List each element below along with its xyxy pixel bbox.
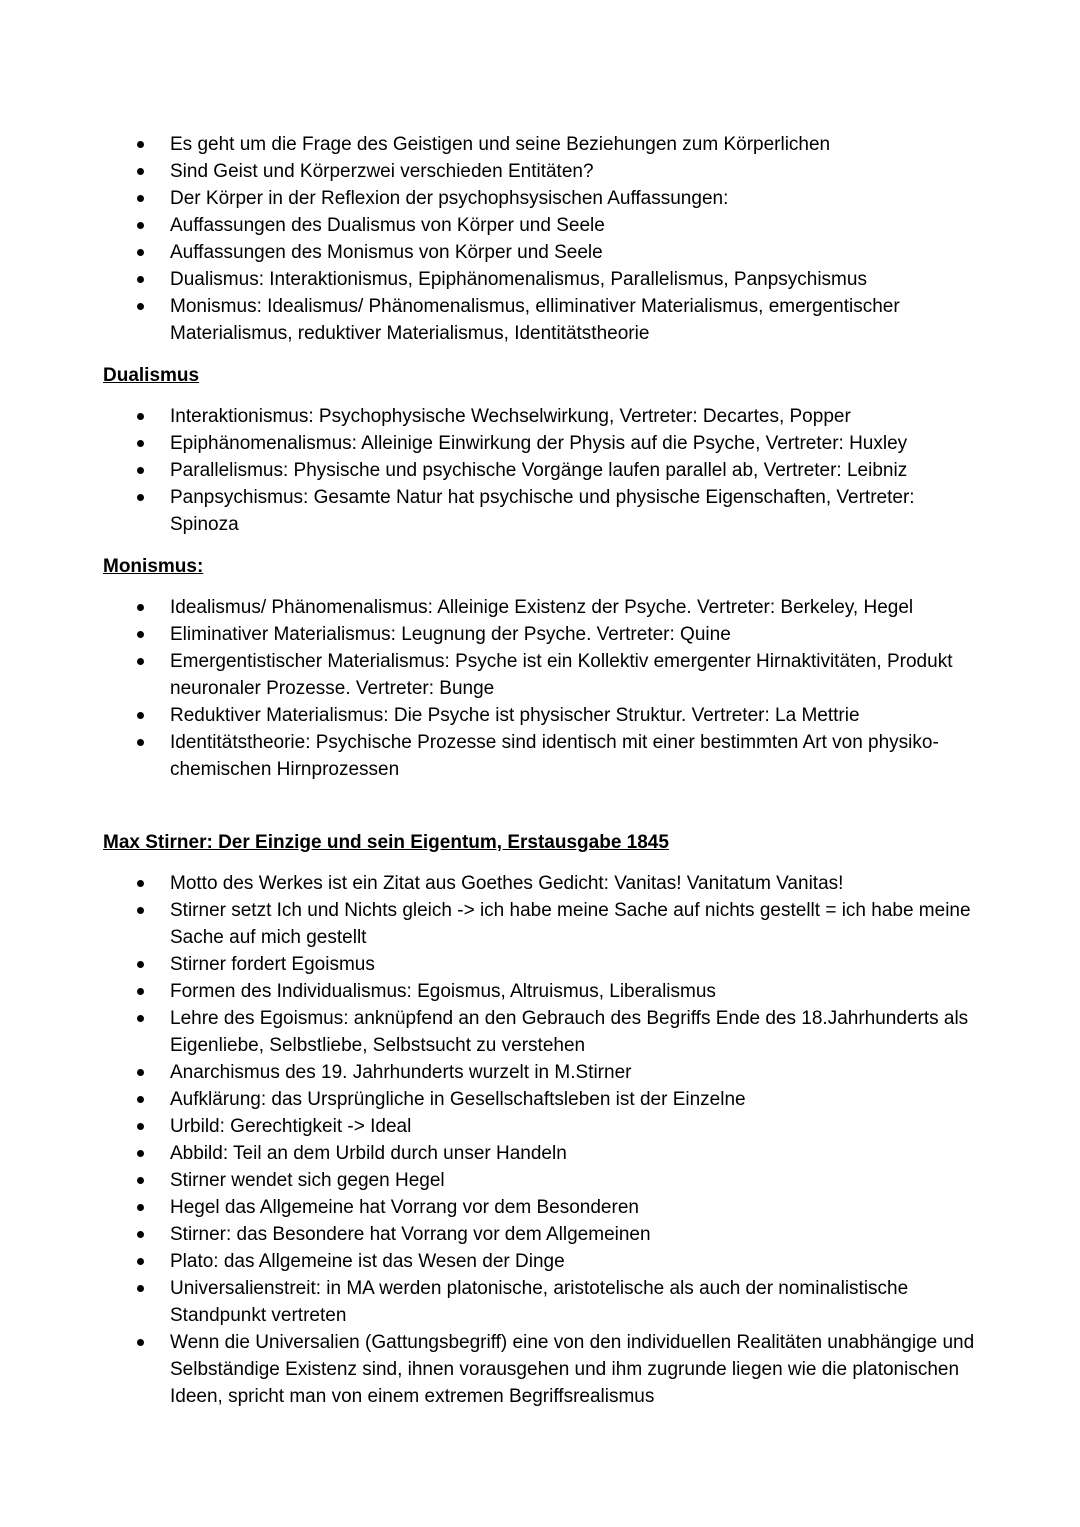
- bullet-item: Formen des Individualismus: Egoismus, Altruismus, Liberalismus: [103, 978, 977, 1005]
- bullet-item: Interaktionismus: Psychophysische Wechselwirkung, Vertreter: Decartes, Popper: [103, 403, 977, 430]
- section-heading-dualismus: Dualismus: [103, 365, 200, 386]
- bullet-item: Sind Geist und Körperzwei verschieden Entitäten?: [103, 158, 977, 185]
- bullet-item: Lehre des Egoismus: anknüpfend an den Gebrauch des Begriffs Ende des 18.Jahrhunderts als Eigenliebe, Selbstliebe, Selbstsucht zu verstehen: [103, 1005, 977, 1059]
- section-heading-monismus: Monismus:: [103, 556, 204, 577]
- bullet-item: Dualismus: Interaktionismus, Epiphänomenalismus, Parallelismus, Panpsychismus: [103, 266, 977, 293]
- monismus-bullet-list: [103, 594, 977, 783]
- dualismus-bullet-list: [103, 403, 977, 538]
- bullet-item: Motto des Werkes ist ein Zitat aus Goethes Gedicht: Vanitas! Vanitatum Vanitas!: [103, 870, 977, 897]
- bullet-item: Emergentistischer Materialismus: Psyche ist ein Kollektiv emergenter Hirnaktivitäten, Produkt neuronaler Prozesse. Vertreter: Bunge: [103, 648, 977, 702]
- bullet-item: Der Körper in der Reflexion der psychophsysischen Auffassungen:: [103, 185, 977, 212]
- bullet-item: Auffassungen des Dualismus von Körper und Seele: [103, 212, 977, 239]
- bullet-item: Eliminativer Materialismus: Leugnung der Psyche. Vertreter: Quine: [103, 621, 977, 648]
- bullet-item: Panpsychismus: Gesamte Natur hat psychische und physische Eigenschaften, Vertreter: Spinoza: [103, 484, 977, 538]
- bullet-item: Auffassungen des Monismus von Körper und Seele: [103, 239, 977, 266]
- stirner-bullet-list: [103, 870, 977, 1410]
- bullet-item: Aufklärung: das Ursprüngliche in Gesellschaftsleben ist der Einzelne: [103, 1086, 977, 1113]
- bullet-item: Reduktiver Materialismus: Die Psyche ist physischer Struktur. Vertreter: La Mettrie: [103, 702, 977, 729]
- bullet-item: Stirner wendet sich gegen Hegel: [103, 1167, 977, 1194]
- bullet-item: Parallelismus: Physische und psychische Vorgänge laufen parallel ab, Vertreter: Leibniz: [103, 457, 977, 484]
- bullet-item: Hegel das Allgemeine hat Vorrang vor dem Besonderen: [103, 1194, 977, 1221]
- bullet-item: Stirner: das Besondere hat Vorrang vor dem Allgemeinen: [103, 1221, 977, 1248]
- bullet-item: Abbild: Teil an dem Urbild durch unser Handeln: [103, 1140, 977, 1167]
- bullet-item: Stirner fordert Egoismus: [103, 951, 977, 978]
- bullet-item: Plato: das Allgemeine ist das Wesen der Dinge: [103, 1248, 977, 1275]
- bullet-item: Urbild: Gerechtigkeit -> Ideal: [103, 1113, 977, 1140]
- intro-bullet-list: [103, 131, 977, 347]
- bullet-item: Es geht um die Frage des Geistigen und seine Beziehungen zum Körperlichen: [103, 131, 977, 158]
- bullet-item: Monismus: Idealismus/ Phänomenalismus, elliminativer Materialismus, emergentischer Materialismus, reduktiver Materialismus, Identitätstheorie: [103, 293, 977, 347]
- bullet-item: Universalienstreit: in MA werden platonische, aristotelische als auch der nominalistische Standpunkt vertreten: [103, 1275, 977, 1329]
- bullet-item: Anarchismus des 19. Jahrhunderts wurzelt in M.Stirner: [103, 1059, 977, 1086]
- section-heading-max-stirner: Max Stirner: Der Einzige und sein Eigentum, Erstausgabe 1845: [103, 832, 669, 853]
- bullet-item: Stirner setzt Ich und Nichts gleich -> ich habe meine Sache auf nichts gestellt = ich habe meine Sache auf mich gestellt: [103, 897, 977, 951]
- bullet-item: Wenn die Universalien (Gattungsbegriff) eine von den individuellen Realitäten unabhängige und Selbständige Existenz sind, ihnen vorausgehen und ihm zugrunde liegen wie die platonischen Ideen, spricht man von einem extremen Begriffsrealismus: [103, 1329, 977, 1410]
- bullet-item: Epiphänomenalismus: Alleinige Einwirkung der Physis auf die Psyche, Vertreter: Huxley: [103, 430, 977, 457]
- bullet-item: Identitätstheorie: Psychische Prozesse sind identisch mit einer bestimmten Art von physiko-chemischen Hirnprozessen: [103, 729, 977, 783]
- bullet-item: Idealismus/ Phänomenalismus: Alleinige Existenz der Psyche. Vertreter: Berkeley, Hegel: [103, 594, 977, 621]
